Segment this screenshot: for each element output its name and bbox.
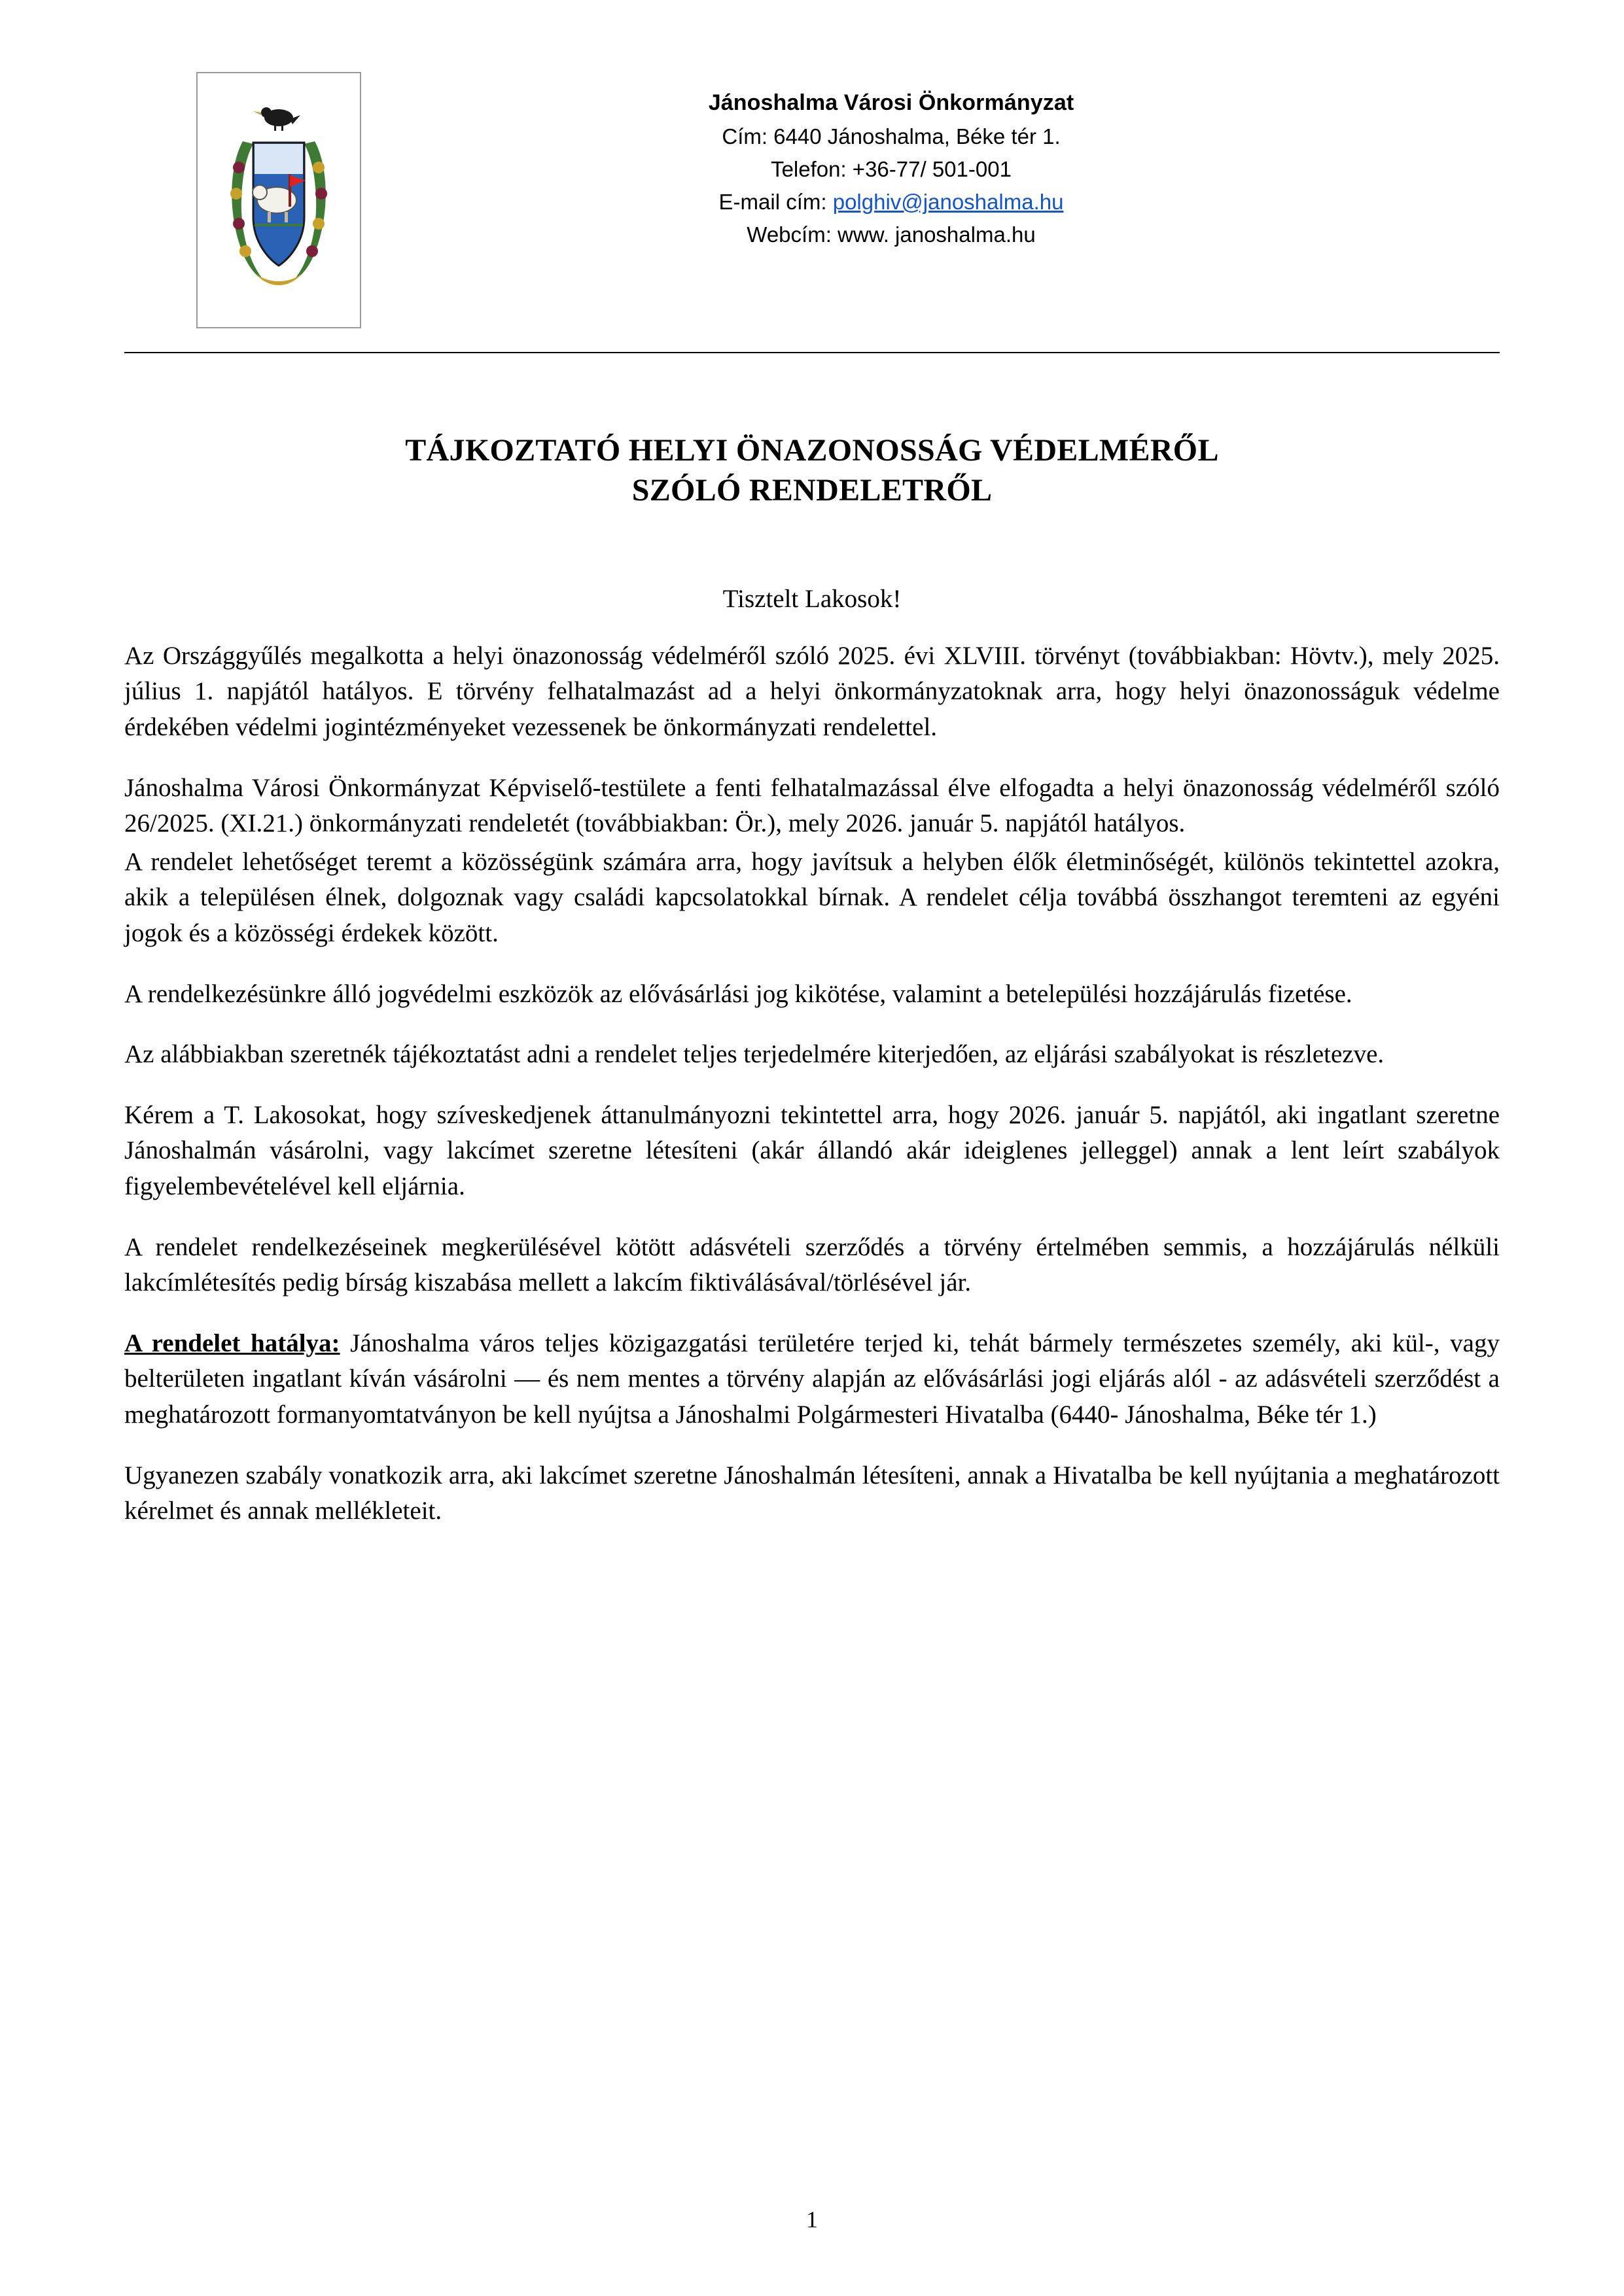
paragraph-5: Az alábbiakban szeretnék tájékoztatást adni a rendelet teljes terjedelmére kiterjedően, az eljárási szabályokat is részletezve. <box>124 1040 1385 1069</box>
paragraph-4: A rendelkezésünkre álló jogvédelmi eszközök az elővásárlási jog kikötése, valamint a betelepülési hozzájárulás fizetése. <box>124 979 1352 1008</box>
header-divider <box>124 352 1500 353</box>
page-number: 1 <box>806 2206 818 2233</box>
organization-info <box>361 72 1500 251</box>
letterhead <box>124 63 1500 328</box>
organization-website: Webcím: www. janoshalma.hu <box>747 222 1036 247</box>
paragraph-3: A rendelet lehetőséget teremt a közösségünk számára arra, hogy javítsuk a helyben élők életminőségét, különös tekintettel azokra, akik a településen élnek, dolgoznak vagy családi kapcsolatokkal bírnak. A rendelet célja továbbá összhangot teremteni az egyéni jogok és a közösségi érdekek között. <box>124 847 1500 948</box>
organization-name: Jánoshalma Városi Önkormányzat <box>708 90 1074 115</box>
page-title-line-2: SZÓLÓ RENDELETRŐL <box>631 473 993 508</box>
paragraph-2: Jánoshalma Városi Önkormányzat Képviselő-testülete a fenti felhatalmazással élve elfogadta a helyi önazonosság védelméről szóló 26/2025. (XI.21.) önkormányzati rendeletét (továbbiakban: Ör.), mely 2026. január 5. napjától hatályos. <box>124 773 1500 838</box>
organization-address: Cím: 6440 Jánoshalma, Béke tér 1. <box>722 124 1061 148</box>
organization-email-line <box>361 186 1421 218</box>
salutation: Tisztelt Lakosok! <box>722 584 902 613</box>
email-link[interactable]: polghiv@janoshalma.hu <box>832 189 1064 214</box>
email-label: E-mail cím: <box>718 189 833 214</box>
crest-frame <box>196 72 361 328</box>
paragraph-7: A rendelet rendelkezéseinek megkerülésével kötött adásvételi szerződés a törvény értelmében semmis, a hozzájárulás nélküli lakcímlétesítés pedig bírság kiszabása mellett a lakcím fiktiválásával/törlésével jár. <box>124 1232 1500 1297</box>
scope-text: Jánoshalma város teljes közigazgatási területére terjed ki, tehát bármely természetes személy, aki kül-, vagy belterületen ingatlant kíván vásárolni — és nem mentes a törvény alapján az elővásárlási jogi eljárás alól - az adásvételi szerződést a meghatározott formanyomtatványon be kell nyújtsa a Jánoshalmi Polgármesteri Hivatalba (6440- Jánoshalma, Béke tér 1.) <box>124 1329 1500 1429</box>
closing-paragraph: Ugyanezen szabály vonatkozik arra, aki lakcímet szeretne Jánoshalmán létesíteni, annak a Hivatalba be kell nyújtania a meghatározott kérelmet és annak mellékleteit. <box>124 1461 1500 1525</box>
scope-label: A rendelet hatálya: <box>124 1329 340 1357</box>
paragraph-6: Kérem a T. Lakosokat, hogy szíveskedjenek áttanulmányozni tekintettel arra, hogy 2026. január 5. napjától, aki ingatlant szeretne Jánoshalmán vásárolni, vagy lakcímet szeretne létesíteni (akár állandó akár ideiglenes jelleggel) annak a lent leírt szabályok figyelembevételével kell eljárnia. <box>124 1100 1500 1200</box>
page-title-line-1: TÁJKOZTATÓ HELYI ÖNAZONOSSÁG VÉDELMÉRŐL <box>405 433 1219 468</box>
organization-phone: Telefon: +36-77/ 501-001 <box>771 156 1012 181</box>
jánoshalma-coat-of-arms-icon <box>217 96 341 305</box>
scope-paragraph <box>124 1326 1500 1433</box>
page-title <box>124 430 1500 511</box>
paragraph-1: Az Országgyűlés megalkotta a helyi önazonosság védelméről szóló 2025. évi XLVIII. törvényt (továbbiakban: Hövtv.), mely 2025. július 1. napjától hatályos. E törvény felhatalmazást ad a helyi önkormányzatoknak arra, hogy helyi önazonosságuk védelme érdekében védelmi jogintézményeket vezessenek be önkormányzati rendelettel. <box>124 641 1500 742</box>
